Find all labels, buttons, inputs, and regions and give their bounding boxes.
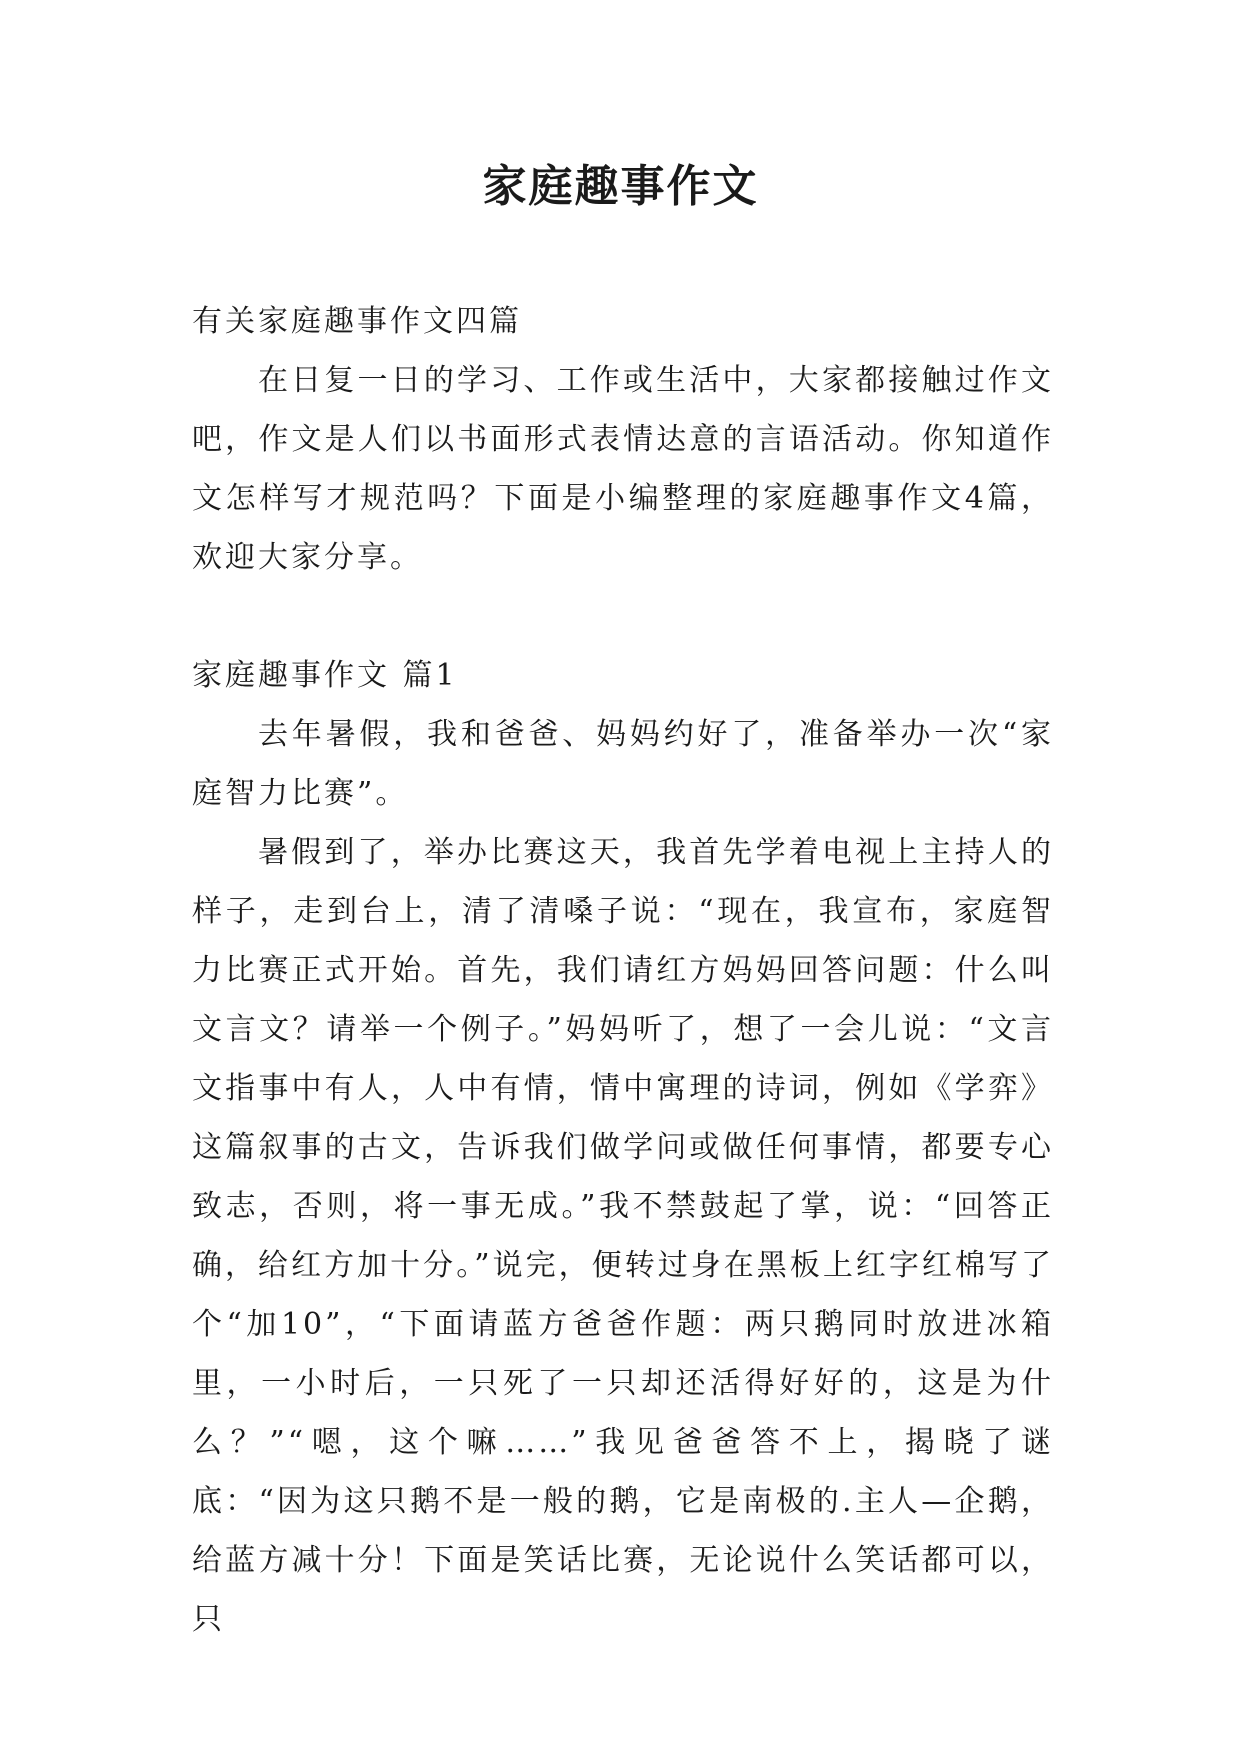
- document-title: 家庭趣事作文: [482, 161, 759, 212]
- section-heading: 家庭趣事作文 篇1: [192, 658, 458, 693]
- document-body: [192, 292, 1054, 1649]
- body-paragraph: 暑假到了，举办比赛这天，我首先学着电视上主持人的样子，走到台上，清了清嗓子说：“现在，我宣布，家庭智力比赛正式开始。首先，我们请红方妈妈回答问题：什么叫文言文？请举一个例子。”妈妈听了，想了一会儿说：“文言文指事中有人，人中有情，情中寓理的诗词，例如《学弈》这篇叙事的古文，告诉我们做学问或做任何事情，都要专心致志，否则，将一事无成。”我不禁鼓起了掌，说：“回答正确，给红方加十分。”说完，便转过身在黑板上红字红棉写了个“加10”，“下面请蓝方爸爸作题：两只鹅同时放进冰箱里，一小时后，一只死了一只却还活得好好的，这是为什么？”“嗯，这个嘛……”我见爸爸答不上，揭晓了谜底：“因为这只鹅不是一般的鹅，它是南极的.主人—企鹅，给蓝方减十分！下面是笑话比赛，无论说什么笑话都可以，只: [192, 835, 1054, 1637]
- body-paragraph: 去年暑假，我和爸爸、妈妈约好了，准备举办一次“家庭智力比赛”。: [192, 717, 1054, 811]
- section-spacer: [192, 587, 1054, 646]
- document-subtitle: 有关家庭趣事作文四篇: [192, 304, 522, 339]
- intro-paragraph: 在日复一日的学习、工作或生活中，大家都接触过作文吧，作文是人们以书面形式表情达意的言语活动。你知道作文怎样写才规范吗？下面是小编整理的家庭趣事作文4篇，欢迎大家分享。: [192, 363, 1054, 575]
